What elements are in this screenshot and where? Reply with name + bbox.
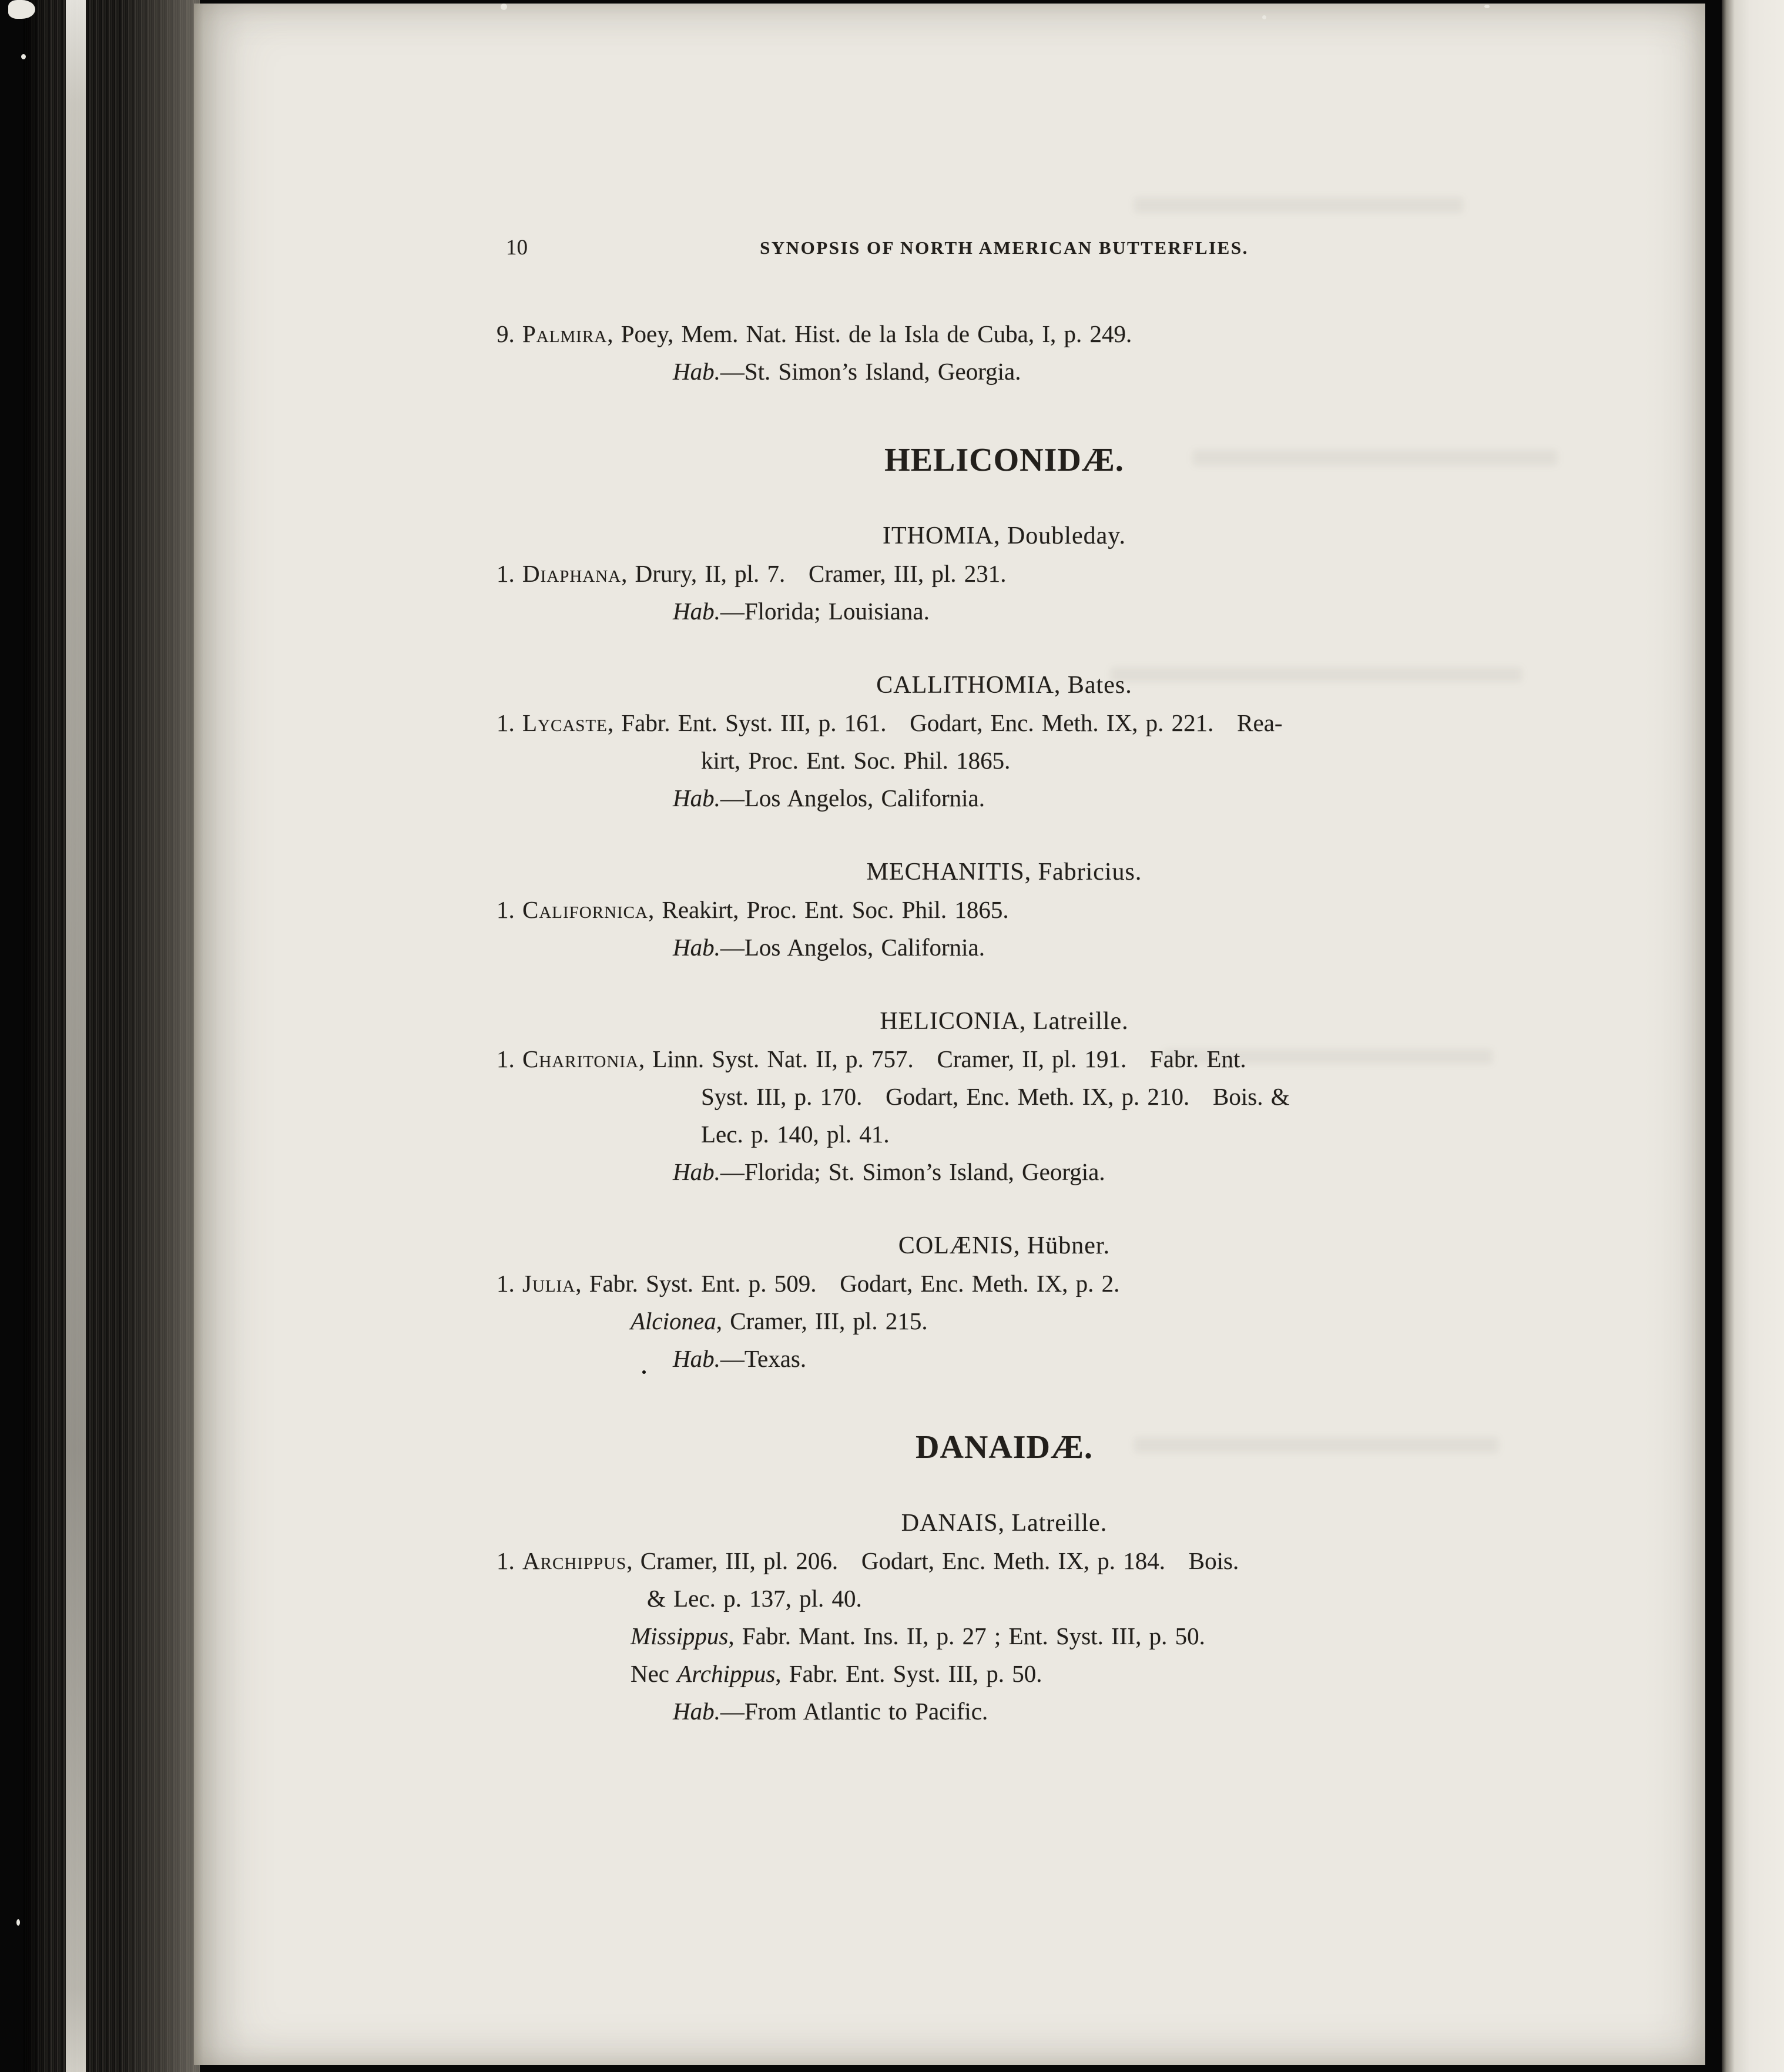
entry-line: [497, 1580, 1512, 1617]
text-segment-plain: 1.: [497, 709, 522, 736]
entry-line: [497, 353, 1512, 390]
text-segment-italic: Hab.: [673, 358, 720, 385]
scanned-page: [194, 4, 1705, 2065]
text-segment-plain: , Cramer, III, pl. 206. Godart, Enc. Meth. IX, p. 184. Bois.: [626, 1547, 1239, 1574]
entry-line: [497, 1078, 1512, 1115]
dust-speck: [8, 0, 35, 19]
text-segment-plain: , Fabr. Mant. Ins. II, p. 27 ; Ent. Syst. III, p. 50.: [728, 1622, 1205, 1649]
dust-speck: [21, 54, 26, 59]
text-segment-italic: Hab.: [673, 784, 720, 812]
text-segment-plain: , Drury, II, pl. 7. Cramer, III, pl. 231.: [621, 560, 1007, 587]
text-segment-plain: 1.: [497, 560, 522, 587]
text-segment-plain: Syst. III, p. 170. Godart, Enc. Meth. IX, p. 210. Bois. &: [701, 1083, 1290, 1110]
text-segment-plain: , Cramer, III, pl. 215.: [716, 1307, 928, 1335]
text-segment-italic: Hab.: [673, 598, 720, 625]
text-segment-smallcaps: Archippus: [522, 1547, 627, 1574]
species-entry: [497, 1040, 1512, 1191]
entry-line: [497, 1692, 1512, 1730]
text-segment-plain: —Los Angelos, California.: [720, 934, 985, 961]
content-blocks: [497, 315, 1512, 1730]
entry-line: [497, 779, 1512, 817]
text-segment-italic: Alcionea: [631, 1307, 716, 1335]
page-number: 10: [506, 236, 528, 260]
text-segment-italic: Hab.: [673, 934, 720, 961]
entry-line: [497, 1340, 1512, 1377]
dust-speck: [642, 1370, 646, 1374]
text-segment-plain: 1.: [497, 1270, 522, 1297]
text-segment-plain: 1.: [497, 1547, 522, 1574]
family-heading: HELICONIDÆ.: [884, 442, 1124, 478]
text-segment-smallcaps: Palmira: [522, 320, 608, 347]
text-segment-plain: —Texas.: [720, 1345, 807, 1372]
text-segment-plain: 1.: [497, 1045, 522, 1072]
text-segment-italic: Hab.: [673, 1345, 720, 1372]
text-segment-plain: , Fabr. Ent. Syst. III, p. 50.: [775, 1660, 1042, 1687]
showthrough-smudge: [1134, 197, 1463, 213]
text-segment-plain: , Fabr. Ent. Syst. III, p. 161. Godart, Enc. Meth. IX, p. 221. Rea-: [607, 709, 1283, 736]
entry-line: [497, 1040, 1512, 1078]
text-segment-plain: , Poey, Mem. Nat. Hist. de la Isla de Cuba, I, p. 249.: [607, 320, 1132, 347]
text-segment-smallcaps: Californica: [522, 896, 648, 923]
entry-line: [497, 928, 1512, 966]
text-segment-smallcaps: Diaphana: [522, 560, 622, 587]
entry-line: [497, 1655, 1512, 1692]
page-content: [497, 234, 1512, 1730]
text-segment-plain: —From Atlantic to Pacific.: [720, 1698, 988, 1725]
entry-line: [497, 891, 1512, 928]
dust-speck: [501, 4, 507, 10]
genus-heading: ITHOMIA, Doubleday.: [882, 522, 1126, 549]
text-segment-plain: , Linn. Syst. Nat. II, p. 757. Cramer, II, pl. 191. Fabr. Ent.: [638, 1045, 1246, 1072]
entry-line: [497, 1153, 1512, 1191]
page-header: [497, 234, 1512, 263]
text-segment-plain: Nec: [631, 1660, 678, 1687]
entry-line: [497, 315, 1512, 353]
text-segment-italic: Archippus: [677, 1660, 776, 1687]
text-segment-italic: Hab.: [673, 1158, 720, 1185]
text-segment-plain: —St. Simon’s Island, Georgia.: [720, 358, 1021, 385]
text-segment-smallcaps: Lycaste: [522, 709, 608, 736]
text-segment-plain: —Florida; Louisiana.: [720, 598, 930, 625]
entry-line: [497, 1302, 1512, 1340]
text-segment-smallcaps: Julia: [522, 1270, 576, 1297]
text-segment-smallcaps: Charitonia: [522, 1045, 639, 1072]
species-entry: [497, 704, 1512, 817]
text-segment-plain: & Lec. p. 137, pl. 40.: [647, 1585, 862, 1612]
entry-line: [497, 1115, 1512, 1153]
entry-line: [497, 592, 1512, 630]
genus-heading: HELICONIA, Latreille.: [880, 1008, 1129, 1035]
text-segment-plain: kirt, Proc. Ent. Soc. Phil. 1865.: [701, 747, 1011, 774]
entry-line: [497, 1542, 1512, 1580]
dust-speck: [1484, 5, 1490, 8]
genus-heading: COLÆNIS, Hübner.: [898, 1232, 1111, 1259]
text-segment-plain: —Los Angelos, California.: [720, 784, 985, 812]
text-segment-plain: , Fabr. Syst. Ent. p. 509. Godart, Enc. Meth. IX, p. 2.: [575, 1270, 1120, 1297]
entry-line: [497, 1617, 1512, 1655]
species-entry: [497, 1265, 1512, 1377]
entry-line: [497, 555, 1512, 592]
entry-line: [497, 704, 1512, 742]
family-heading: DANAIDÆ.: [916, 1429, 1093, 1466]
entry-line: [497, 1265, 1512, 1302]
dust-speck: [16, 1919, 20, 1926]
adjacent-page-edge: [1722, 0, 1784, 2072]
species-entry: [497, 891, 1512, 966]
genus-heading: CALLITHOMIA, Bates.: [876, 672, 1132, 699]
text-segment-plain: —Florida; St. Simon’s Island, Georgia.: [720, 1158, 1105, 1185]
genus-heading: MECHANITIS, Fabricius.: [866, 859, 1142, 886]
species-entry: [497, 555, 1512, 630]
running-header: SYNOPSIS OF NORTH AMERICAN BUTTERFLIES.: [760, 237, 1249, 258]
text-segment-plain: 9.: [497, 320, 522, 347]
text-segment-italic: Missippus: [631, 1622, 729, 1649]
text-segment-plain: 1.: [497, 896, 522, 923]
book-spine-page-edges: [24, 0, 200, 2072]
text-segment-plain: , Reakirt, Proc. Ent. Soc. Phil. 1865.: [648, 896, 1009, 923]
dust-speck: [1262, 15, 1266, 19]
species-entry: [497, 315, 1512, 390]
text-segment-italic: Hab.: [673, 1698, 720, 1725]
entry-line: [497, 742, 1512, 779]
text-segment-plain: Lec. p. 140, pl. 41.: [701, 1121, 890, 1148]
page-edge-highlight: [66, 0, 86, 2072]
genus-heading: DANAIS, Latreille.: [901, 1510, 1108, 1537]
species-entry: [497, 1542, 1512, 1730]
